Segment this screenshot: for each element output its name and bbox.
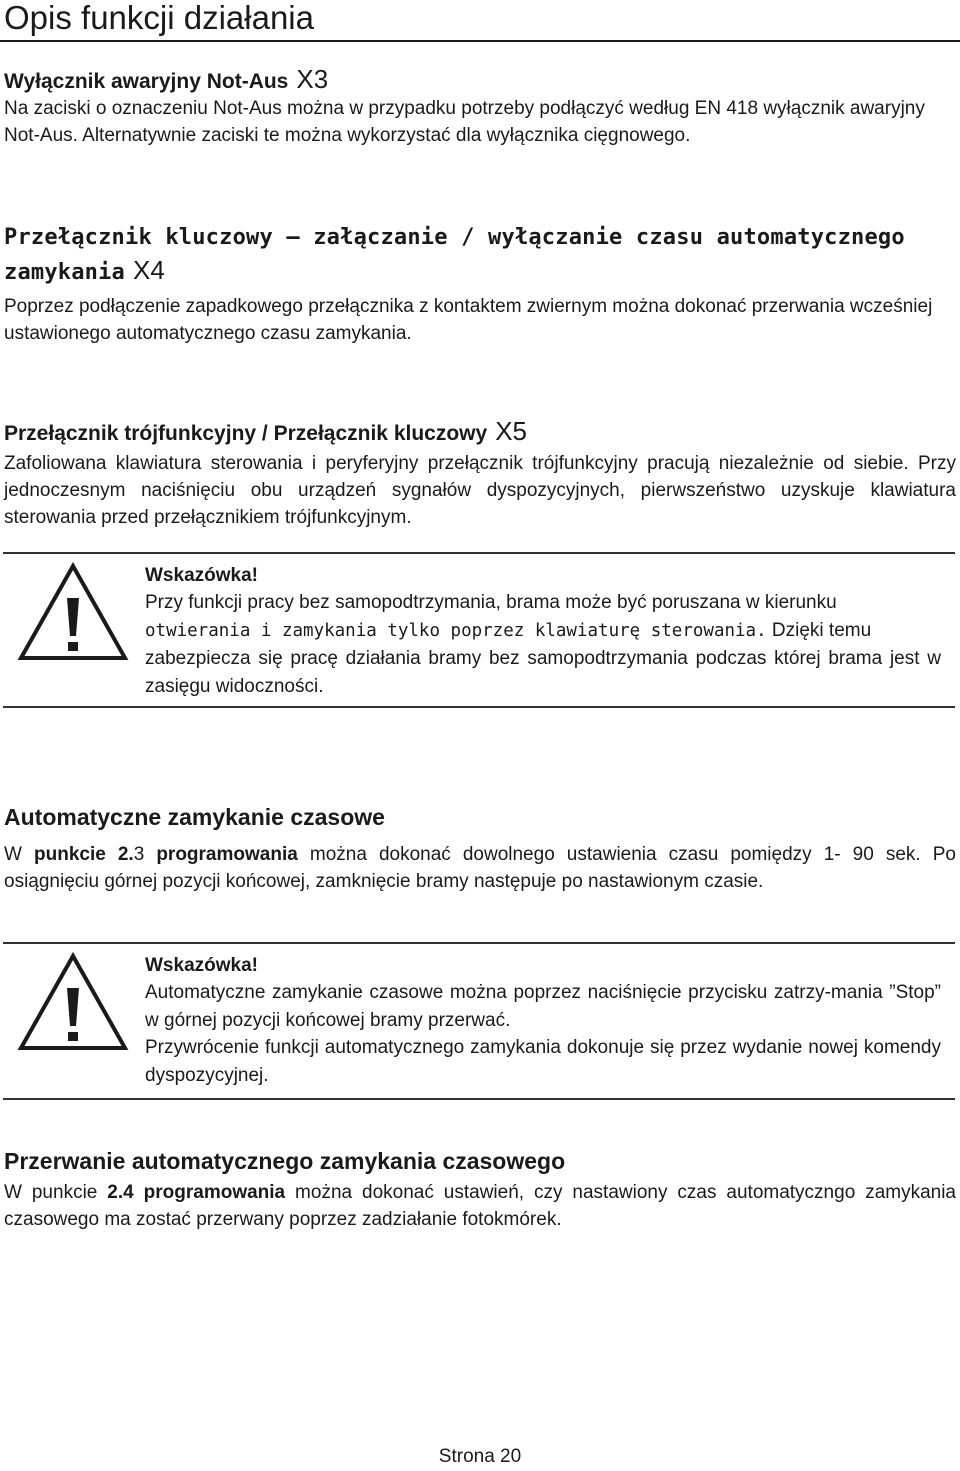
note-text: Automatyczne zamykanie czasowe można poprzez naciśnięcie przycisku zatrzy-mania ”Stop” w górnej pozycji końcowej bramy przerwać. [145, 982, 941, 1031]
note-line-part: Dzięki temu [766, 619, 872, 641]
terminal-code: X3 [296, 64, 329, 94]
section-text [4, 841, 956, 895]
heading-text: Wyłącznik awaryjny Not-Aus [4, 70, 289, 93]
section-auto-close-interrupt [4, 1146, 956, 1233]
note-line-part: otwierania i zamykania tylko poprzez klawiaturę sterowania. [145, 620, 767, 641]
section-key-switch-auto-close [4, 222, 956, 347]
text-part: 3 [133, 844, 157, 865]
note-line [145, 617, 941, 646]
note-text: zabezpiecza się pracę działania bramy bez samopodtrzymania podczas której brama jest w zasięgu widoczności. [145, 648, 941, 697]
terminal-code: X5 [495, 416, 527, 446]
heading-text: Przełącznik trójfunkcyjny / Przełącznik kluczowy [4, 422, 488, 445]
note-box [3, 552, 955, 708]
section-heading [4, 222, 956, 289]
section-heading: Automatyczne zamykanie czasowe [4, 804, 385, 830]
section-text [4, 1179, 956, 1233]
note-line: Przy funkcji pracy bez samopodtrzymania, brama może być poruszana w kierunku [145, 592, 837, 613]
note-label: Wskazówka! [145, 955, 258, 976]
note-content [145, 562, 941, 700]
text-part: można dokonać dowolnego ustawienia czasu pomiędzy 1- 90 sek. Po osiągnięciu górnej pozycji końcowej, zamknięcie bramy następuje po nastawionym czasie. [4, 844, 956, 892]
note-content [145, 952, 941, 1089]
page-title: Opis funkcji działania [4, 0, 314, 36]
section-heading: Przerwanie automatycznego zamykania czasowego [4, 1148, 566, 1174]
page-footer [0, 1445, 960, 1469]
section-text: Zafoliowana klawiatura sterowania i peryferyjny przełącznik trójfunkcyjny pracują niezależnie od siebie. Przy jednoczesnym naciśnięciu obu urządzeń sygnałów dyspozycyjnych, pierwszeństwo uzyskuje klawiatura sterowania przed przełącznikiem trójfunkcyjnym. [4, 453, 956, 528]
bold-part: 2.4 programowania [107, 1182, 286, 1203]
text-part: W punkcie [4, 1182, 108, 1203]
terminal-code: X4 [133, 255, 165, 285]
title-divider [0, 40, 960, 42]
text-part: W [4, 844, 34, 865]
heading-text: Przełącznik kluczowy – załączanie / wyłączanie czasu automatycznego zamykania [4, 225, 905, 285]
page-number: Strona 20 [438, 1446, 522, 1467]
section-heading [4, 418, 956, 447]
section-auto-close-timer [4, 802, 956, 895]
note-label: Wskazówka! [145, 565, 258, 586]
section-heading [4, 66, 956, 95]
warning-triangle-icon [17, 952, 129, 1052]
text-part: można dokonać ustawień, czy nastawiony czas automatyczngo zamykania czasowego ma zostać przerwany poprzez zadziałanie fotokmórek. [4, 1182, 957, 1230]
note-text: Przywrócenie funkcji automatycznego zamykania dokonuje się przez wydanie nowej komendy dyspozycyjnej. [145, 1037, 941, 1086]
warning-triangle-icon [17, 562, 129, 662]
bold-part: punkcie 2. [34, 844, 134, 865]
section-three-function-switch [4, 418, 956, 531]
bold-part: programowania [156, 844, 298, 865]
section-text: Na zaciski o oznaczeniu Not-Aus można w przypadku potrzeby podłączyć według EN 418 wyłącznik awaryjny Not-Aus. Alternatywnie zaciski te można wykorzystać dla wyłącznika cięgnowego. [4, 98, 925, 146]
section-emergency-stop [4, 66, 956, 149]
section-text: Poprzez podłączenie zapadkowego przełącznika z kontaktem zwiernym można dokonać przerwania wcześniej ustawionego automatycznego czasu zamykania. [4, 296, 933, 344]
note-box [3, 942, 955, 1100]
